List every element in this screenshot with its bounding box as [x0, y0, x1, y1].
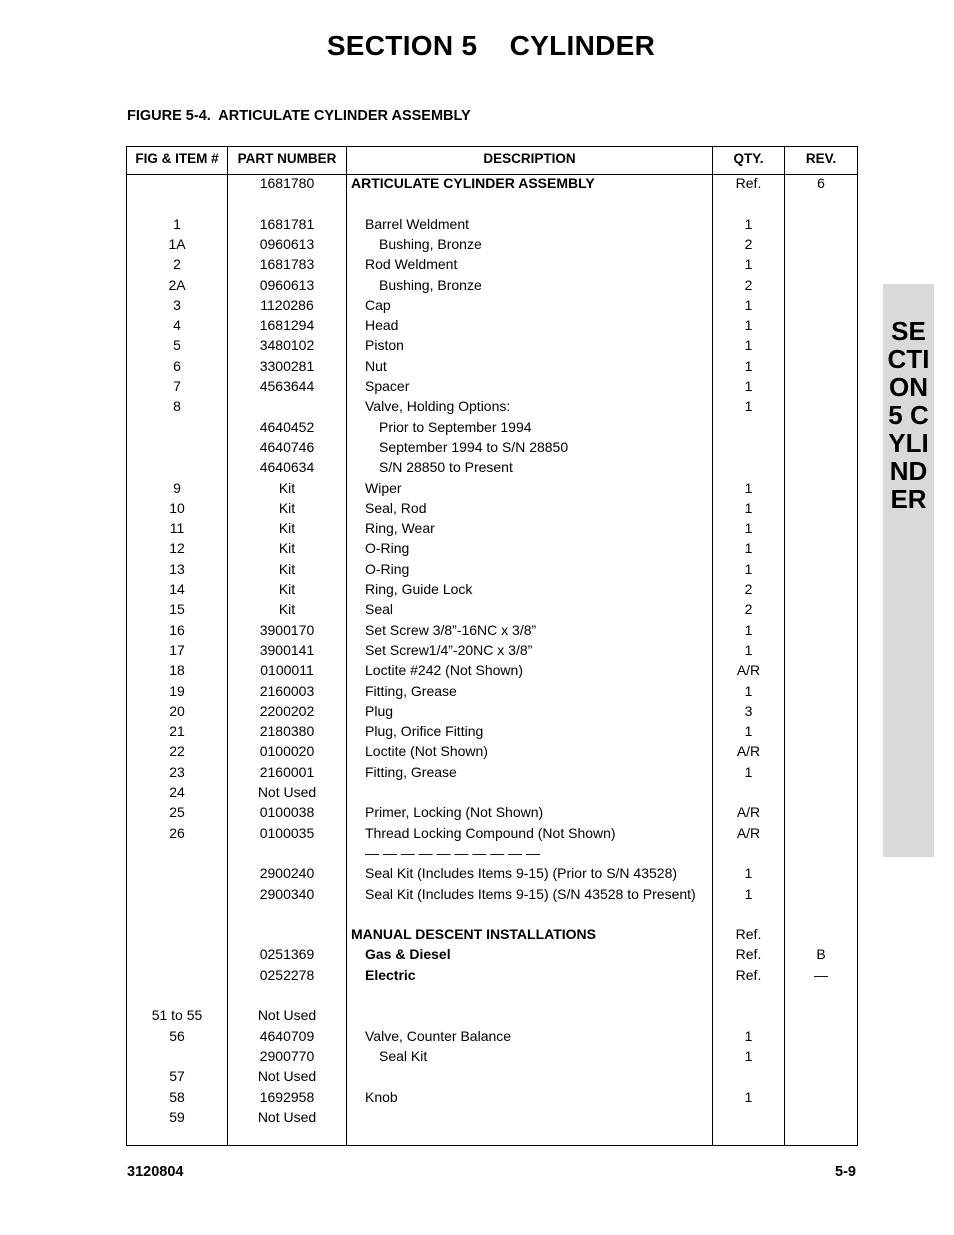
part-number-cell: 2200202 — [259, 702, 315, 719]
header-rev: REV. — [805, 151, 837, 166]
table-row — [127, 437, 857, 457]
table-row — [127, 924, 857, 944]
description-cell: Spacer — [365, 378, 410, 394]
table-row — [127, 599, 857, 619]
qty-cell: 1 — [744, 296, 753, 313]
description-cell: Electric — [365, 966, 416, 983]
part-number-cell: 0100038 — [259, 804, 315, 821]
part-number-cell: 0252278 — [259, 966, 315, 983]
description-cell: Fitting, Grease — [365, 763, 457, 780]
table-row — [127, 721, 857, 741]
description-cell: Seal — [365, 601, 394, 618]
table-row — [127, 538, 857, 558]
table-header — [127, 147, 857, 175]
description-cell: Seal Kit (Includes Items 9-15) (Prior to S/N 43528) — [365, 865, 678, 882]
table-row — [127, 741, 857, 761]
description-cell: Plug — [365, 702, 394, 719]
description-cell: O-Ring — [365, 540, 410, 557]
description-cell: ARTICULATE CYLINDER ASSEMBLY — [351, 175, 595, 191]
fig-item-cell: 24 — [169, 784, 185, 800]
qty-cell: 1 — [744, 723, 753, 740]
fig-item-cell: 7 — [173, 378, 181, 394]
part-number-cell: 3900170 — [259, 621, 315, 638]
fig-item-cell: 18 — [169, 662, 185, 679]
page-number: 5-9 — [835, 1164, 856, 1180]
figure-title: FIGURE 5-4. ARTICULATE CYLINDER ASSEMBLY — [127, 108, 471, 124]
table-row — [127, 640, 857, 660]
fig-item-cell: 2 — [173, 256, 181, 273]
part-number-cell: Kit — [278, 601, 296, 618]
header-fig-item: FIG & ITEM # — [135, 151, 219, 166]
qty-cell: A/R — [736, 804, 761, 821]
table-row — [127, 762, 857, 782]
fig-item-cell: 57 — [169, 1068, 185, 1085]
description-cell: Head — [365, 317, 399, 334]
table-row — [127, 823, 857, 843]
qty-cell: 1 — [744, 540, 753, 557]
part-number-cell: 1681780 — [259, 175, 315, 191]
description-cell: Gas & Diesel — [365, 946, 451, 963]
table-row — [127, 457, 857, 477]
part-number-cell: Kit — [278, 540, 296, 557]
qty-cell: A/R — [736, 743, 761, 760]
description-cell: Thread Locking Compound (Not Shown) — [365, 824, 616, 841]
description-cell: — — — — — — — — — — — [365, 844, 541, 861]
rev-cell: — — [814, 966, 828, 983]
table-row — [127, 417, 857, 437]
qty-cell: Ref. — [735, 175, 762, 191]
description-cell: O-Ring — [365, 560, 410, 577]
fig-item-cell: 11 — [169, 520, 185, 537]
fig-item-cell: 25 — [169, 804, 185, 821]
header-description: DESCRIPTION — [483, 151, 576, 166]
part-number-cell: 1681294 — [259, 317, 315, 334]
table-row — [127, 396, 857, 416]
description-cell: S/N 28850 to Present — [379, 459, 513, 476]
table-row — [127, 559, 857, 579]
fig-item-cell: 10 — [169, 499, 185, 516]
part-number-cell: 0100011 — [260, 662, 314, 679]
fig-item-cell: 6 — [173, 357, 181, 374]
fig-item-cell: 22 — [169, 743, 185, 760]
part-number-cell: Not Used — [257, 1007, 317, 1024]
qty-cell: 1 — [744, 337, 753, 354]
table-row — [127, 1005, 857, 1025]
part-number-cell: 0251369 — [259, 946, 315, 963]
qty-cell: 2 — [744, 581, 753, 597]
part-number-cell: 2160001 — [259, 763, 315, 780]
table-row — [127, 275, 857, 295]
part-number-cell: 1120286 — [260, 296, 314, 313]
qty-cell: 2 — [744, 601, 753, 618]
table-row — [127, 944, 857, 964]
table-row — [127, 1046, 857, 1066]
part-number-cell: Not Used — [257, 1068, 317, 1085]
description-cell: Piston — [365, 337, 404, 354]
description-cell: Loctite #242 (Not Shown) — [365, 662, 523, 679]
description-cell: Rod Weldment — [365, 256, 458, 273]
description-cell: Cap — [365, 296, 391, 313]
table-row — [127, 965, 857, 985]
qty-cell: 1 — [744, 520, 753, 537]
description-cell: Primer, Locking (Not Shown) — [365, 804, 544, 821]
description-cell: Seal, Rod — [365, 499, 427, 516]
header-part-number: PART NUMBER — [237, 151, 337, 166]
qty-cell: 1 — [744, 256, 753, 273]
fig-item-cell: 8 — [173, 398, 181, 415]
table-row — [127, 884, 857, 904]
fig-item-cell: 20 — [169, 702, 185, 719]
table-row — [127, 660, 857, 680]
table-row — [127, 173, 857, 193]
fig-item-cell: 17 — [169, 641, 185, 658]
qty-cell: 2 — [744, 235, 753, 252]
part-number-cell: 2900770 — [259, 1047, 315, 1064]
table-row — [127, 1107, 857, 1127]
part-number-cell: 0100035 — [259, 824, 315, 841]
qty-cell: Ref. — [735, 966, 762, 983]
description-cell: Set Screw 3/8”-16NC x 3/8” — [365, 621, 537, 638]
table-row — [127, 376, 857, 396]
fig-item-cell: 59 — [169, 1108, 185, 1125]
table-row — [127, 782, 857, 802]
qty-cell: 1 — [744, 621, 753, 638]
part-number-cell: 1692958 — [259, 1088, 315, 1105]
description-cell: Seal Kit (Includes Items 9-15) (S/N 43528 to Present) — [365, 885, 696, 902]
qty-cell: Ref. — [735, 926, 762, 943]
fig-item-cell: 2A — [168, 276, 186, 293]
part-number-cell: 3300281 — [259, 357, 315, 374]
table-row — [127, 498, 857, 518]
part-number-cell: 0960613 — [259, 235, 315, 252]
description-cell: Nut — [365, 357, 387, 374]
table-row — [127, 193, 857, 213]
qty-cell: A/R — [736, 824, 761, 841]
part-number-cell: Kit — [278, 560, 296, 577]
part-number-cell: 4640634 — [259, 459, 315, 476]
part-number-cell: 0960613 — [259, 276, 315, 293]
description-cell: Fitting, Grease — [365, 682, 457, 699]
qty-cell: A/R — [736, 662, 761, 679]
description-cell: Ring, Wear — [365, 520, 435, 537]
part-number-cell: 4563644 — [259, 378, 315, 394]
description-cell: Seal Kit — [379, 1047, 428, 1064]
qty-cell: 1 — [744, 885, 753, 902]
table-row — [127, 254, 857, 274]
part-number-cell: Not Used — [257, 784, 317, 800]
part-number-cell: 2160003 — [259, 682, 315, 699]
part-number-cell: Kit — [278, 520, 296, 537]
page-title: SECTION 5 CYLINDER — [326, 30, 656, 61]
table-row — [127, 478, 857, 498]
table-row — [127, 295, 857, 315]
description-cell: Loctite (Not Shown) — [365, 743, 488, 760]
fig-item-cell: 58 — [169, 1088, 185, 1105]
table-row — [127, 802, 857, 822]
description-cell: Bushing, Bronze — [379, 235, 482, 252]
header-qty: QTY. — [733, 151, 764, 166]
qty-cell: 1 — [744, 641, 753, 658]
description-cell: Prior to September 1994 — [379, 418, 532, 435]
rev-cell: 6 — [817, 175, 825, 191]
part-number-cell: Kit — [278, 499, 296, 516]
qty-cell: 2 — [744, 276, 753, 293]
description-cell: Barrel Weldment — [365, 215, 470, 232]
fig-item-cell: 15 — [169, 601, 185, 618]
qty-cell: 1 — [744, 499, 753, 516]
table-row — [127, 701, 857, 721]
part-number-cell: 2900340 — [259, 885, 315, 902]
fig-item-cell: 21 — [169, 723, 185, 740]
table-row — [127, 214, 857, 234]
qty-cell: 1 — [744, 560, 753, 577]
rev-cell: B — [816, 946, 826, 963]
table-row — [127, 904, 857, 924]
description-cell: Ring, Guide Lock — [365, 581, 473, 597]
part-number-cell: 2180380 — [259, 723, 315, 740]
description-cell: Bushing, Bronze — [379, 276, 482, 293]
description-cell: September 1994 to S/N 28850 — [379, 438, 569, 455]
part-number-cell: 1681783 — [259, 256, 315, 273]
table-row — [127, 518, 857, 538]
part-number-cell: 3480102 — [259, 337, 315, 354]
part-number-cell: 4640746 — [259, 438, 315, 455]
part-number-cell: 4640709 — [259, 1027, 315, 1044]
qty-cell: 1 — [744, 378, 753, 394]
part-number-cell: 2900240 — [259, 865, 315, 882]
table-row — [127, 985, 857, 1005]
description-cell: Wiper — [365, 479, 402, 496]
table-row — [127, 1087, 857, 1107]
description-cell: Set Screw1/4”-20NC x 3/8” — [365, 641, 533, 658]
table-row — [127, 863, 857, 883]
qty-cell: 1 — [744, 763, 753, 780]
table-row — [127, 335, 857, 355]
parts-table — [126, 146, 858, 1146]
table-row — [127, 1026, 857, 1046]
qty-cell: Ref. — [735, 946, 762, 963]
qty-cell: 1 — [744, 1027, 753, 1044]
document-number: 3120804 — [127, 1164, 184, 1180]
fig-item-cell: 12 — [169, 540, 185, 557]
qty-cell: 1 — [744, 215, 753, 232]
table-row — [127, 579, 857, 599]
qty-cell: 1 — [744, 1088, 753, 1105]
table-row — [127, 315, 857, 335]
table-row — [127, 620, 857, 640]
fig-item-cell: 26 — [169, 824, 185, 841]
table-row — [127, 1066, 857, 1086]
qty-cell: 1 — [744, 479, 753, 496]
fig-item-cell: 23 — [169, 763, 185, 780]
fig-item-cell: 3 — [173, 296, 181, 313]
description-cell: Plug, Orifice Fitting — [365, 723, 484, 740]
qty-cell: 1 — [744, 865, 753, 882]
part-number-cell: Kit — [278, 479, 296, 496]
fig-item-cell: 9 — [173, 479, 181, 496]
fig-item-cell: 5 — [173, 337, 181, 354]
qty-cell: 3 — [744, 702, 753, 719]
fig-item-cell: 13 — [169, 560, 185, 577]
fig-item-cell: 14 — [169, 581, 185, 597]
section-side-tab — [883, 284, 934, 857]
table-row — [127, 356, 857, 376]
qty-cell: 1 — [744, 357, 753, 374]
description-cell: Valve, Holding Options: — [365, 398, 511, 415]
side-tab-label: SECTION 5 CYLINDER — [887, 316, 936, 514]
description-cell: Valve, Counter Balance — [365, 1027, 512, 1044]
description-cell: Knob — [365, 1088, 398, 1105]
part-number-cell: Not Used — [257, 1108, 317, 1125]
table-row — [127, 843, 857, 863]
part-number-cell: 0100020 — [259, 743, 315, 760]
description-cell: MANUAL DESCENT INSTALLATIONS — [351, 926, 596, 943]
fig-item-cell: 56 — [169, 1027, 185, 1044]
table-row — [127, 234, 857, 254]
fig-item-cell: 4 — [173, 317, 181, 334]
fig-item-cell: 51 to 55 — [151, 1007, 203, 1024]
fig-item-cell: 16 — [169, 621, 185, 638]
part-number-cell: 1681781 — [259, 215, 315, 232]
fig-item-cell: 1A — [168, 235, 186, 252]
qty-cell: 1 — [744, 317, 753, 334]
qty-cell: 1 — [744, 398, 753, 415]
part-number-cell: 4640452 — [259, 418, 315, 435]
qty-cell: 1 — [744, 1047, 753, 1064]
fig-item-cell: 1 — [173, 215, 181, 232]
table-row — [127, 681, 857, 701]
qty-cell: 1 — [744, 682, 753, 699]
part-number-cell: 3900141 — [259, 641, 315, 658]
part-number-cell: Kit — [278, 581, 296, 597]
fig-item-cell: 19 — [169, 682, 185, 699]
